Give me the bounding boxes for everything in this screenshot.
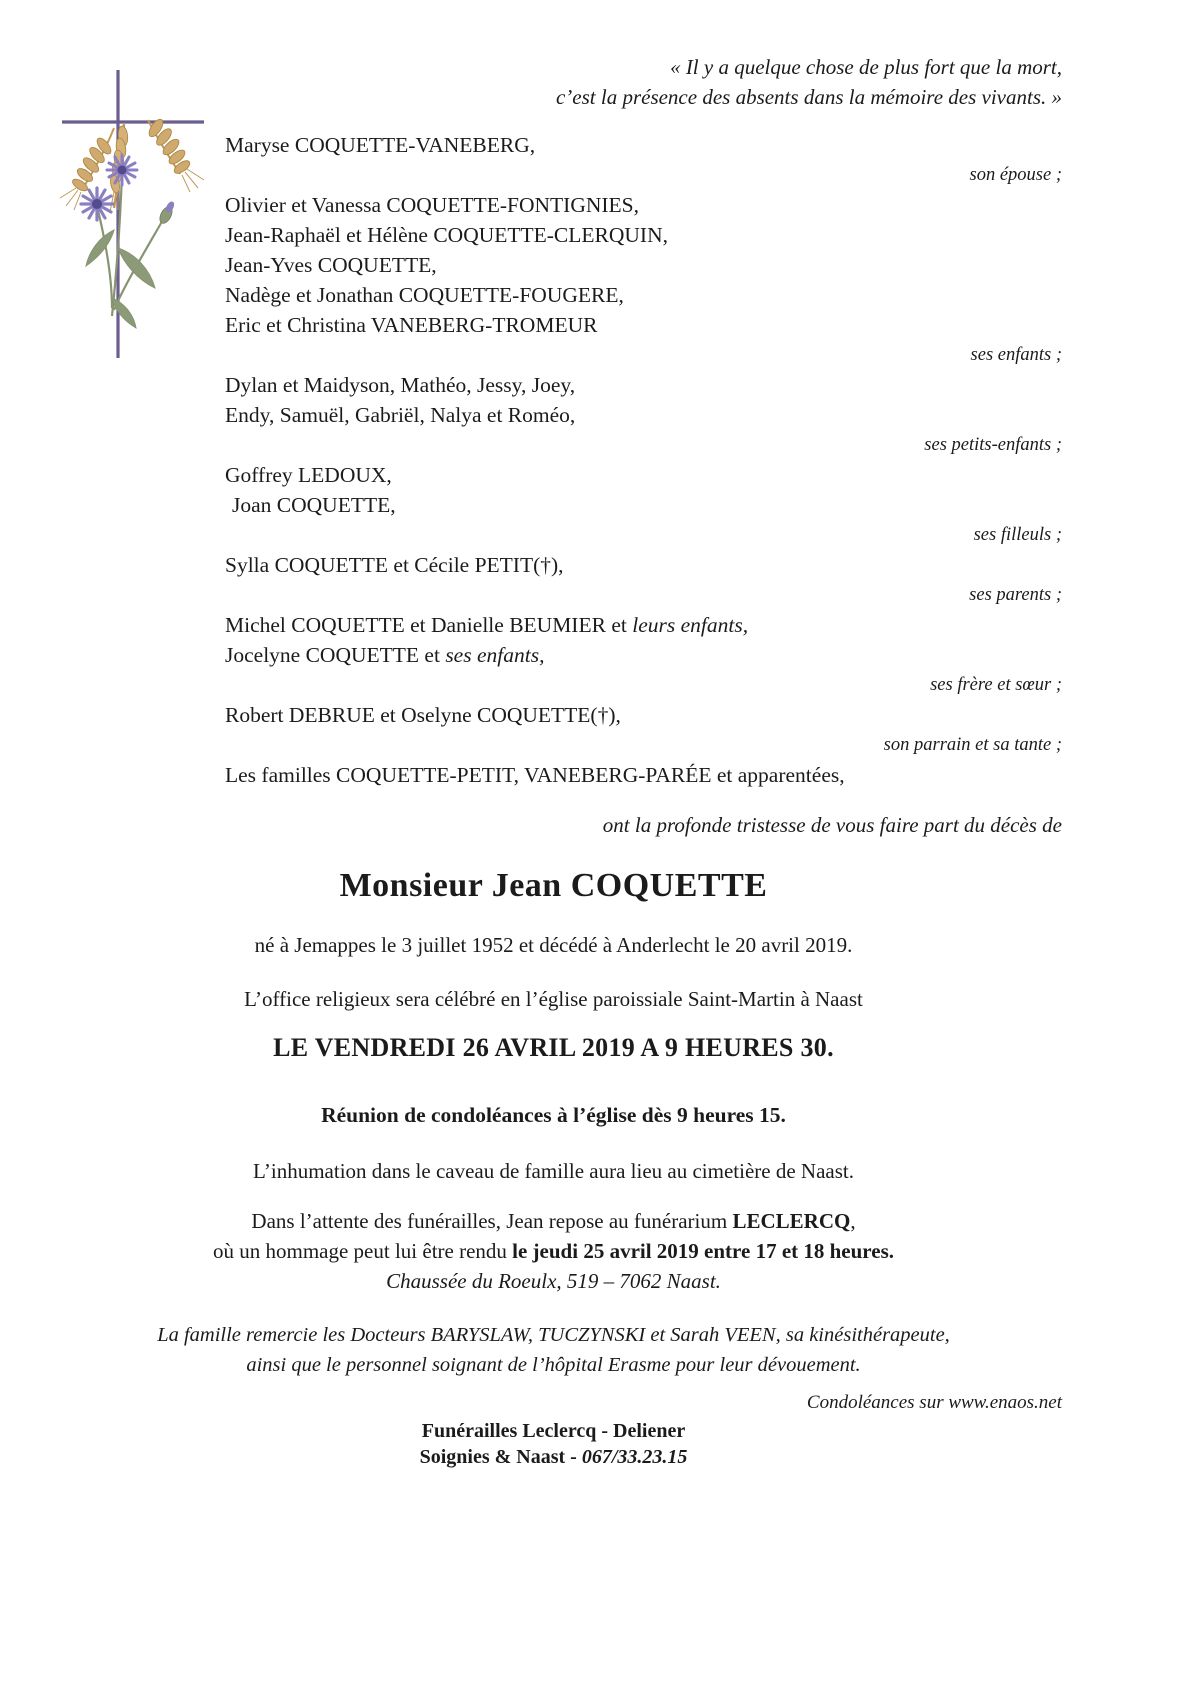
funeral-home-cities: Soignies & Naast - [419, 1446, 582, 1468]
service-date-line: LE VENDREDI 26 AVRIL 2019 A 9 HEURES 30. [273, 1033, 834, 1062]
burial-line: L’inhumation dans le caveau de famille aura lieu au cimetière de Naast. [253, 1159, 854, 1183]
child-name: Jean-Yves COQUETTE, [225, 253, 437, 277]
thanks-line-1: La famille remercie les Docteurs BARYSLAW, TUCZYNSKI et Sarah VEEN, sa kinésithérapeute, [157, 1324, 950, 1346]
cornflower-bud [157, 200, 175, 225]
wheat-ear-right [146, 117, 204, 192]
child-name: Jean-Raphaël et Hélène COQUETTE-CLERQUIN, [225, 223, 668, 247]
cross-wheat-cornflowers-image [52, 58, 217, 368]
sibling-names-italic: leurs enfants, [632, 613, 749, 637]
sibling-names [45, 640, 1062, 670]
grandchildren-relation-label: ses petits-enfants ; [924, 435, 1062, 455]
life-dates: né à Jemappes le 3 juillet 1952 et décédé à Anderlecht le 20 avril 2019. [254, 933, 853, 957]
spouse-relation-label: son épouse ; [969, 165, 1062, 185]
godson-name: Joan COQUETTE, [232, 493, 396, 517]
sibling-names-text: Michel COQUETTE et Danielle BEUMIER et [225, 613, 633, 637]
visitation-text: , [850, 1209, 856, 1233]
funeral-home-name: LECLERCQ [732, 1209, 851, 1233]
siblings-relation-label: ses frère et sœur ; [930, 675, 1062, 695]
visitation-text: où un hommage peut lui être rendu [212, 1239, 513, 1263]
online-condolences-line: Condoléances sur www.enaos.net [806, 1392, 1062, 1413]
epigraph-line-2: c’est la présence des absents dans la mémoire des vivants. » [555, 85, 1062, 109]
godsons-relation-label: ses filleuls ; [973, 525, 1062, 545]
deceased-name-title: Monsieur Jean COQUETTE [339, 867, 768, 904]
condolence-meeting-line: Réunion de condoléances à l’église dès 9 heures 15. [321, 1103, 786, 1127]
visitation-datetime: le jeudi 25 avril 2019 entre 17 et 18 heures. [512, 1239, 894, 1263]
godson-name: Goffrey LEDOUX, [225, 463, 392, 487]
sibling-names-italic: ses enfants, [445, 643, 545, 667]
thanks-block [45, 1320, 1062, 1380]
grandchild-names: Endy, Samuël, Gabriël, Nalya et Roméo, [225, 403, 576, 427]
child-name: Olivier et Vanessa COQUETTE-FONTIGNIES, [225, 193, 640, 217]
epigraph-line-1: « Il y a quelque chose de plus fort que la mort, [670, 55, 1062, 79]
religious-service-line: L’office religieux sera célébré en l’église paroissiale Saint-Martin à Naast [244, 987, 863, 1011]
visitation-line-1 [45, 1206, 1062, 1236]
visitation-line-2 [45, 1236, 1062, 1266]
funeral-home-footer [45, 1418, 1062, 1470]
funeral-home-line-2 [45, 1444, 1062, 1470]
children-relation-label: ses enfants ; [970, 345, 1062, 365]
funeral-home-line-1: Funérailles Leclercq - Deliener [421, 1420, 686, 1442]
child-name: Eric et Christina VANEBERG-TROMEUR [225, 313, 598, 337]
announcement-intro: ont la profonde tristesse de vous faire part du décès de [602, 813, 1062, 837]
related-families: Les familles COQUETTE-PETIT, VANEBERG-PARÉE et apparentées, [225, 763, 845, 787]
thanks-line-2: ainsi que le personnel soignant de l’hôpital Erasme pour leur dévouement. [246, 1354, 861, 1376]
parents-names: Sylla COQUETTE et Cécile PETIT(†), [225, 553, 564, 577]
child-name: Nadège et Jonathan COQUETTE-FOUGERE, [225, 283, 624, 307]
parents-relation-label: ses parents ; [969, 585, 1062, 605]
visitation-block [45, 1206, 1062, 1296]
godfather-relation-label: son parrain et sa tante ; [883, 735, 1062, 755]
funeral-home-phone: 067/33.23.15 [581, 1446, 688, 1468]
grandchild-names: Dylan et Maidyson, Mathéo, Jessy, Joey, [225, 373, 576, 397]
sibling-names [45, 610, 1062, 640]
spouse-name: Maryse COQUETTE-VANEBERG, [225, 133, 536, 157]
visitation-address: Chaussée du Roeulx, 519 – 7062 Naast. [386, 1269, 721, 1293]
visitation-text: Dans l’attente des funérailles, Jean repose au funérarium [251, 1209, 733, 1233]
sibling-names-text: Jocelyne COQUETTE et [225, 643, 446, 667]
godfather-names: Robert DEBRUE et Oselyne COQUETTE(†), [225, 703, 621, 727]
